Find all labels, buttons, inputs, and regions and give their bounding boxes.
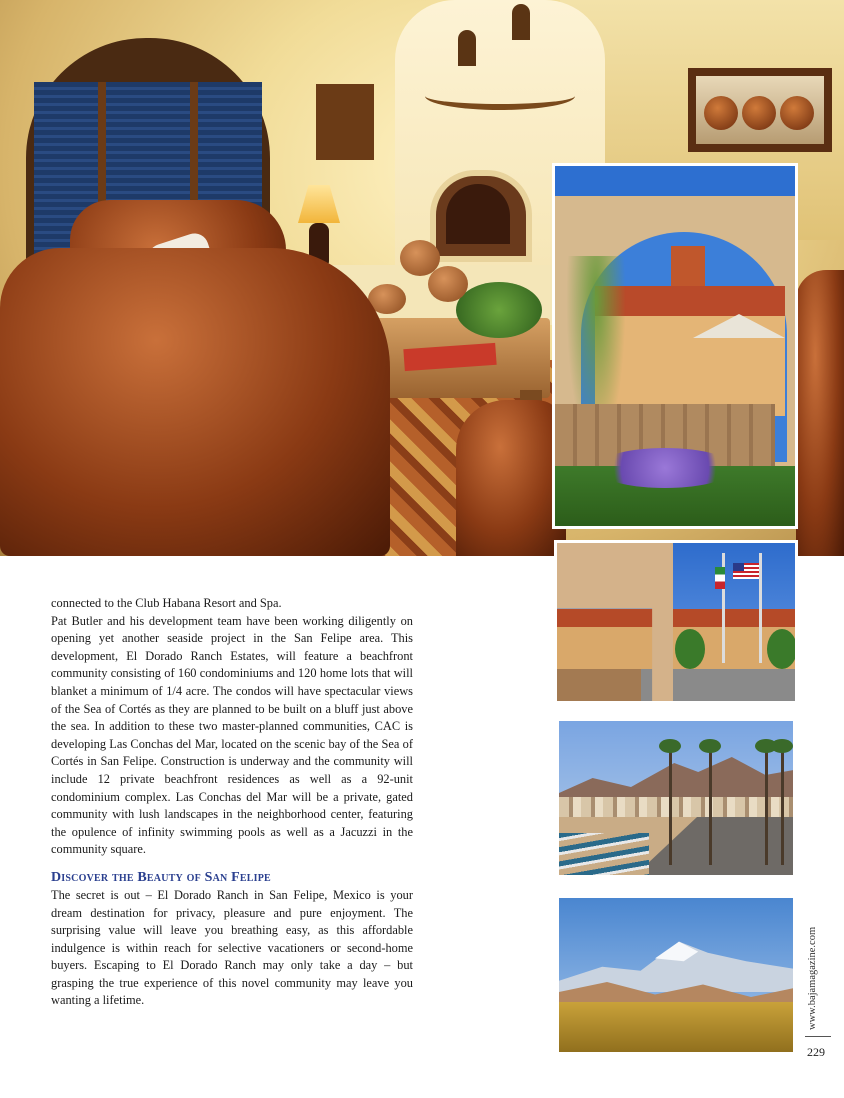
mantel-garland <box>425 82 575 110</box>
article-paragraph: The secret is out – El Dorado Ranch in San Felipe, Mexico is your dream destination for privacy, pleasure and pure enjoyment. The surprising value will leave you breathing easy, as this affordable indulgence is within reach for selective vacationers or second-home buyers. Escaping to El Dorado Ranch may only take a day – but grasping the true experience of this novel community may leave you wanting a lifetime. <box>51 887 413 1008</box>
footer-rule <box>805 1036 831 1037</box>
resort-flags-photo <box>554 540 798 704</box>
article-paragraph: connected to the Club Habana Resort and Spa. <box>51 596 282 610</box>
wall-niche <box>458 30 476 66</box>
wall-plaque <box>316 84 374 160</box>
section-heading: Discover the Beauty of San Felipe <box>51 869 271 885</box>
article-body <box>51 595 413 1010</box>
page-number: 229 <box>807 1045 825 1059</box>
wall-niche <box>512 4 530 40</box>
article-paragraph: Pat Butler and his development team have been working diligently on opening yet another seaside project in the San Felipe area. This development, El Dorado Ranch Estates, will feature a beachfront community consisting of 160 condominiums and 120 home lots that will blanket a minimum of 1/4 acre. The condos will have spectacular views of the Sea of Cortés as they are planned to be built on a bluff just above the sea. In addition to these two master-planned communities, CAC is developing Las Conchas del Mar, located on the scenic bay of the Sea of Cortés in San Felipe. Construction is underway and the community will include 12 private beachfront residences as well as a 92-unit condominium complex. Las Conchas del Mar will be a private, gated community with lush landscapes in the neighborhood center, featuring the opulence of infinity swimming pools as well as a Jacuzzi in the community square. <box>51 613 413 857</box>
wall-painting <box>688 68 832 152</box>
snowy-mountain-photo <box>556 895 796 1055</box>
san-felipe-waterfront-photo <box>556 718 796 878</box>
lamp <box>298 185 340 223</box>
potted-plant <box>456 282 542 338</box>
courtyard-arch-photo <box>552 163 798 529</box>
leather-chair <box>456 400 566 556</box>
leather-recliner <box>0 248 390 556</box>
website-url: www.bajamagazine.com <box>807 926 818 1030</box>
